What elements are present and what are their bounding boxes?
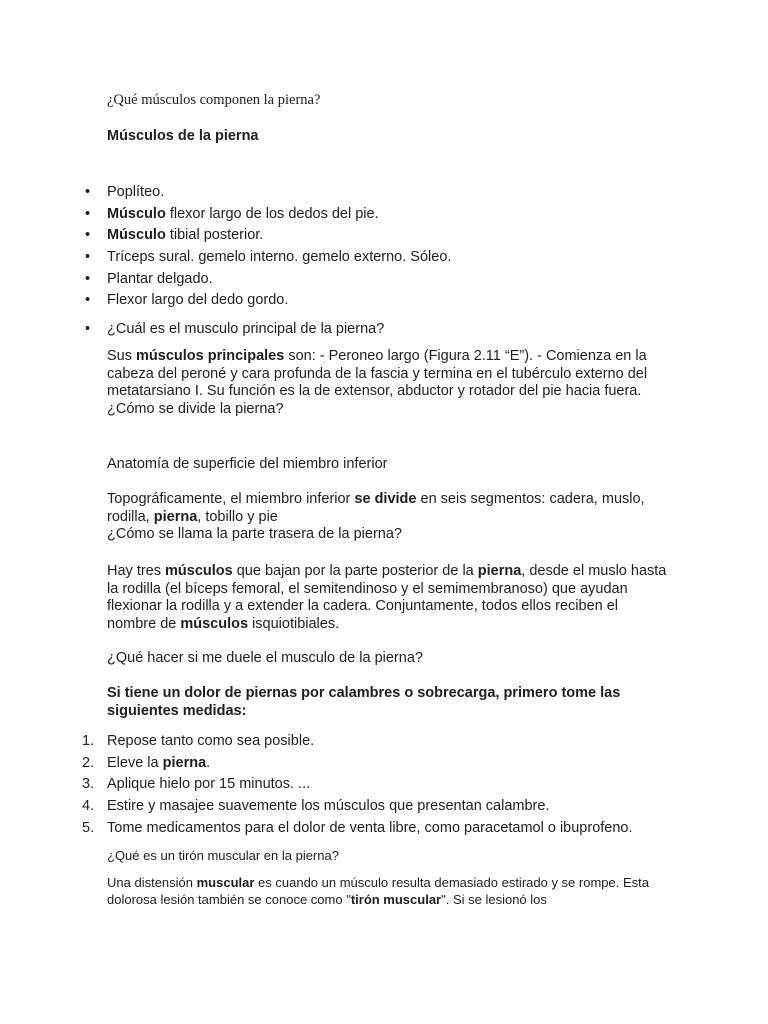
principal-question-list: [107, 320, 384, 338]
list-item: • Poplíteo.: [107, 183, 451, 205]
list-item: 3. Aplique hielo por 15 minutos. ...: [82, 776, 311, 793]
paragraph-principal: Sus músculos principales son: - Peroneo largo (Figura 2.11 “E”). - Comienza en la cabeza del peroné y cara profunda de la fascia y termina en el tubérculo externo del metatarsiano I. Su función es la de extensor, abductor y rotador del pie hacia fuera. ¿Cómo se divide la pierna?: [107, 348, 648, 417]
steps-list: [82, 732, 633, 840]
list-item: • ¿Cuál es el musculo principal de la pierna?: [107, 320, 384, 338]
list-item: • Plantar delgado.: [107, 270, 451, 292]
list-item: • Músculo flexor largo de los dedos del pie.: [107, 205, 451, 227]
question-title: ¿Qué músculos componen la pierna?: [107, 92, 321, 108]
question-strain: ¿Qué es un tirón muscular en la pierna?: [107, 848, 339, 863]
list-item: • Tríceps sural. gemelo interno. gemelo externo. Sóleo.: [107, 248, 451, 270]
list-item: 4. Estire y masajee suavemente los músculos que presentan calambre.: [82, 798, 550, 815]
list-item: • Flexor largo del dedo gordo.: [107, 291, 451, 313]
muscle-list: [107, 183, 451, 313]
list-item: 2. Eleve la pierna.: [82, 754, 211, 771]
paragraph-hamstrings: Hay tres músculos que bajan por la parte posterior de la pierna, desde el muslo hasta la rodilla (el bíceps femoral, el semitendinoso y el semimembranoso) que ayudan flexionar la rodilla y a extender la cadera. Conjuntamente, todos ellos reciben el nombre de músculos isquiotibiales.: [107, 563, 667, 632]
anatomy-title: Anatomía de superficie del miembro inferior: [107, 456, 388, 472]
list-item: • Músculo tibial posterior.: [107, 226, 451, 248]
bold-intro: Si tiene un dolor de piernas por calambres o sobrecarga, primero tome las siguientes medidas:: [107, 685, 621, 719]
question-pain: ¿Qué hacer si me duele el musculo de la pierna?: [107, 650, 423, 666]
paragraph-strain: Una distensión muscular es cuando un músculo resulta demasiado estirado y se rompe. Esta dolorosa lesión también se conoce como "tirón muscular". Si se lesionó los: [107, 875, 649, 907]
list-item: 5. Tome medicamentos para el dolor de venta libre, como paracetamol o ibuprofeno.: [82, 819, 633, 836]
section-heading: Músculos de la pierna: [107, 128, 259, 144]
question-divide: ¿Cómo se divide la pierna?: [107, 400, 284, 417]
paragraph-segments: Topográficamente, el miembro inferior se divide en seis segmentos: cadera, muslo, rodilla, pierna, tobillo y pie ¿Cómo se llama la parte trasera de la pierna?: [107, 491, 645, 543]
list-item: 1. Repose tanto como sea posible.: [82, 733, 315, 749]
question-rear: ¿Cómo se llama la parte trasera de la pierna?: [107, 526, 402, 543]
